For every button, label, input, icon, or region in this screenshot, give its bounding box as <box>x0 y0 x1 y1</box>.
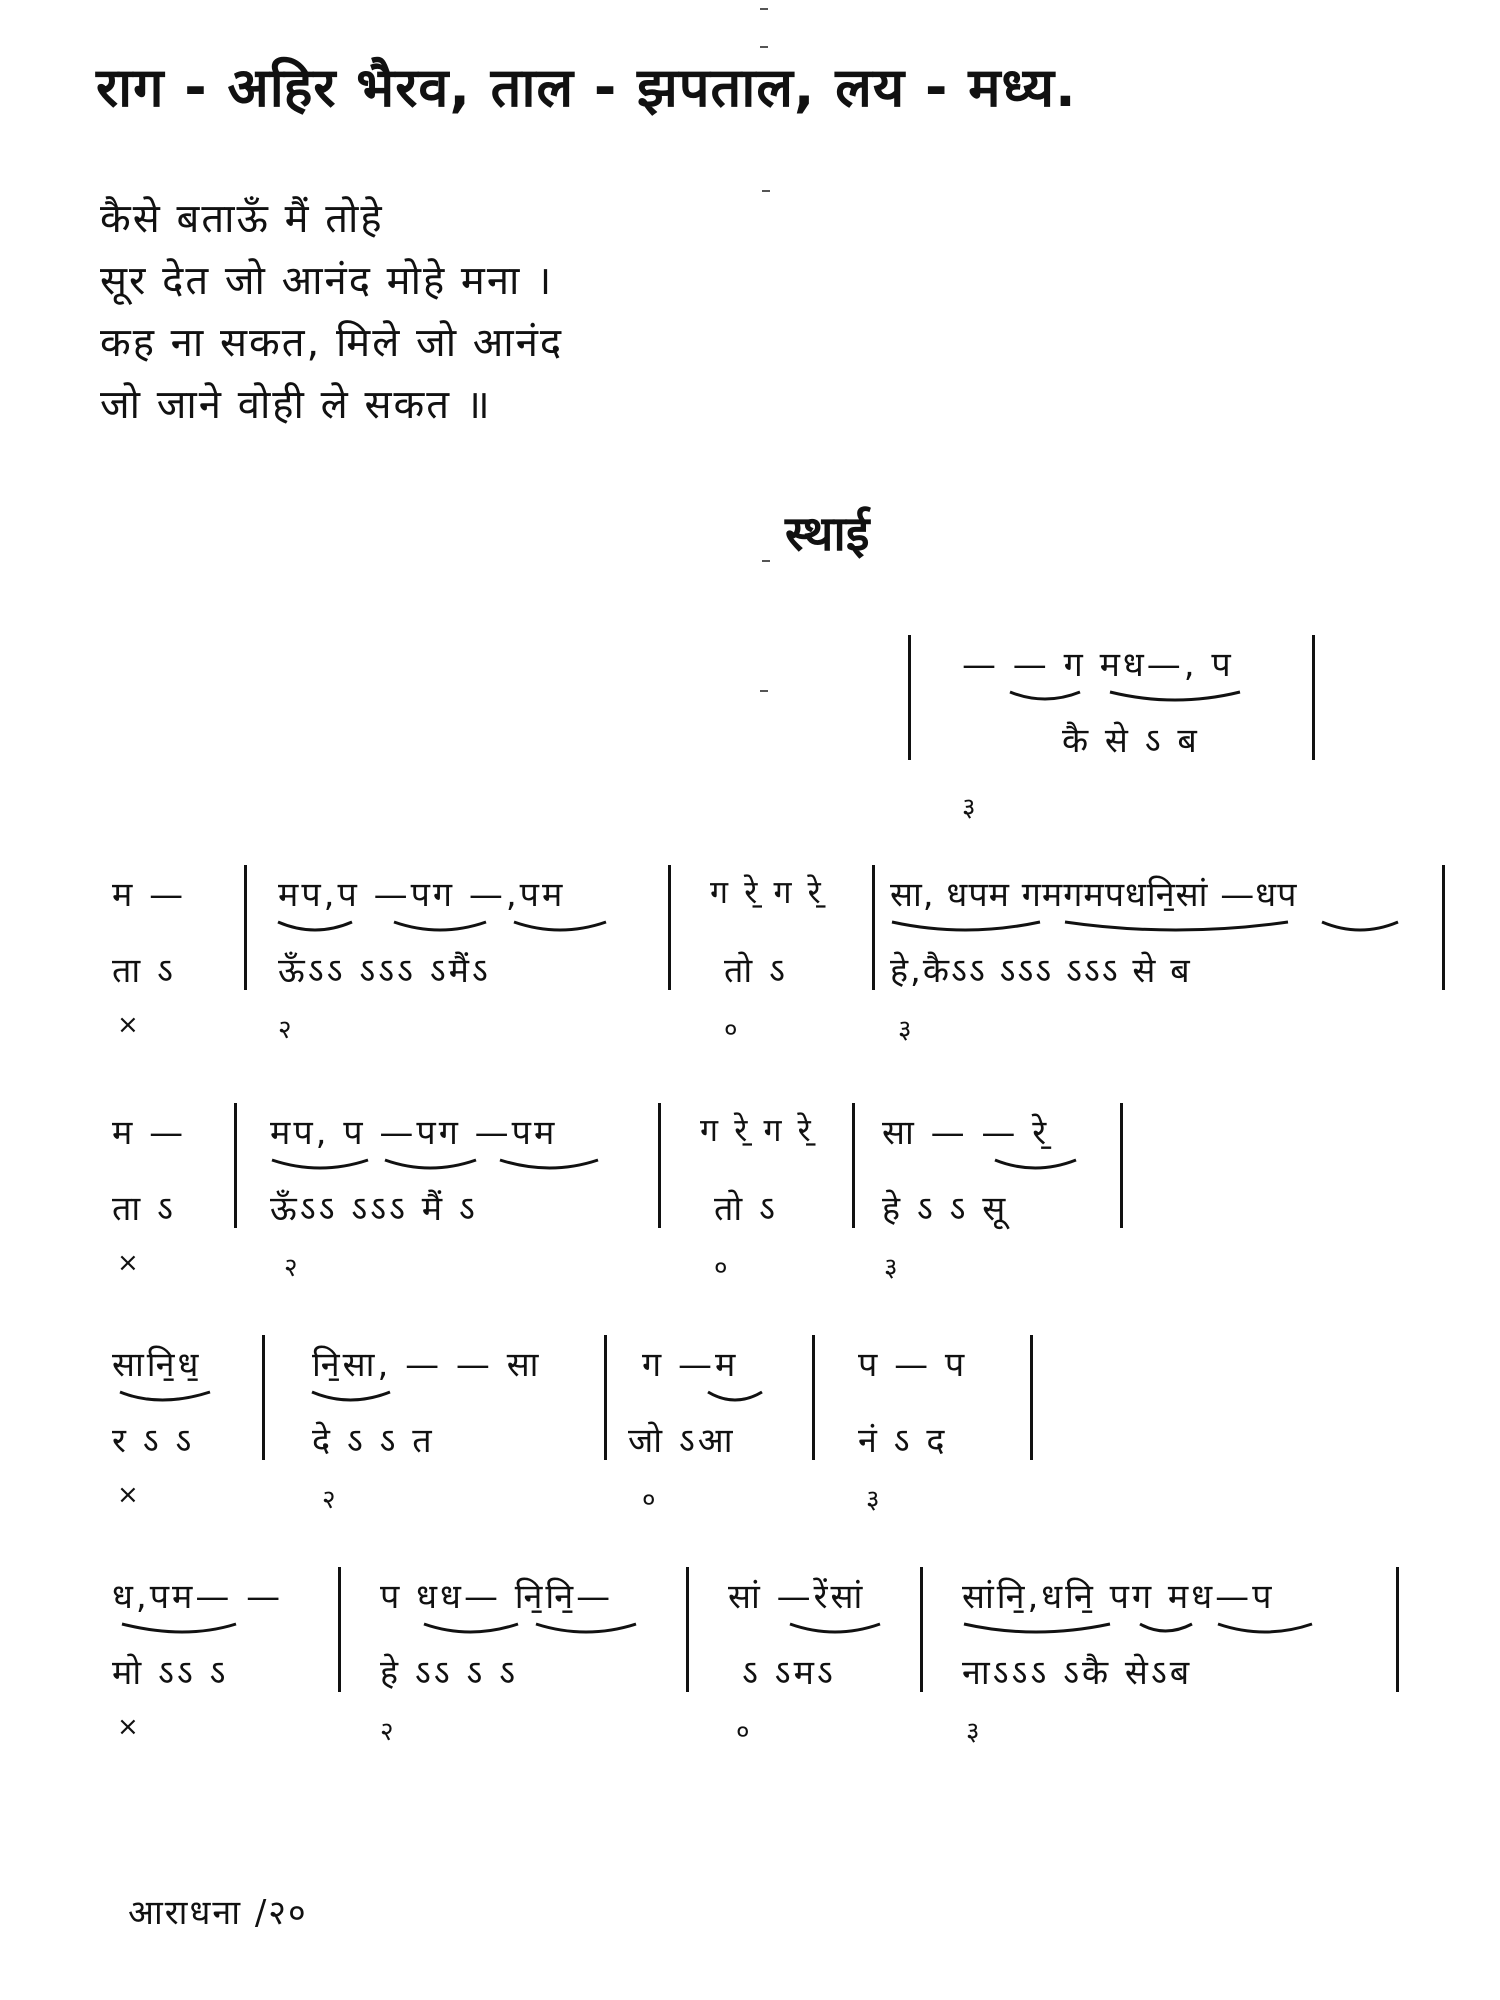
swara-line: सांनि̱,धनि̱ पग मध—प <box>962 1577 1275 1617</box>
taal-marker: ० <box>724 1015 738 1045</box>
verse-block <box>100 188 1000 436</box>
notation-row <box>0 1572 1500 1747</box>
verse-line: सूर देत जो आनंद मोहे मना । <box>100 258 554 304</box>
taal-marker: ३ <box>962 793 976 823</box>
bol-line: र ऽ ऽ <box>112 1421 195 1461</box>
taal-marker: २ <box>278 1015 292 1045</box>
taal-marker: × <box>117 1712 139 1742</box>
bol-line: नं ऽ द <box>858 1421 948 1461</box>
swara-line: नि̱सा, — — सा <box>312 1345 542 1385</box>
swara-line: मप, प —पग —पम <box>270 1113 558 1153</box>
swara-line: ग —म <box>642 1345 739 1385</box>
swara-line: — — ग मध—, प <box>962 645 1234 685</box>
page-footer: आराधना /२० <box>128 1893 308 1933</box>
swara-line: सानि̱ध̱ <box>112 1345 202 1385</box>
verse-line: कह ना सकत, मिले जो आनंद <box>100 320 564 366</box>
bol-line: ऊँऽऽ ऽऽऽ ऽमैंऽ <box>278 951 491 991</box>
bol-line: हे ऽऽ ऽ ऽ <box>380 1653 518 1693</box>
bol-line: ता ऽ <box>112 1189 176 1229</box>
bol-line: जो ऽआ <box>628 1421 736 1461</box>
swara-line: ग रे̱ ग रे̱ <box>710 873 824 911</box>
verse-line: कैसे बताऊँ मैं तोहे <box>100 196 384 242</box>
slur-marks <box>0 1340 1500 1510</box>
bol-line: हे ऽ ऽ सू <box>882 1189 1009 1229</box>
taal-marker: × <box>117 1480 139 1510</box>
bol-line: कै से ऽ ब <box>1062 721 1200 761</box>
taal-marker: × <box>117 1010 139 1040</box>
taal-marker: ३ <box>884 1253 898 1283</box>
bol-line: ता ऽ <box>112 951 176 991</box>
taal-marker: ३ <box>898 1015 912 1045</box>
swara-line: सां —रेंसां <box>728 1577 866 1617</box>
slur-marks <box>0 640 1500 810</box>
taal-marker: २ <box>284 1253 298 1283</box>
swara-line: म — <box>112 875 187 915</box>
scan-speck <box>760 690 768 692</box>
taal-marker: ३ <box>866 1485 880 1515</box>
bol-line: मो ऽऽ ऽ <box>112 1653 229 1693</box>
scan-speck <box>762 560 770 562</box>
swara-line: म — <box>112 1113 187 1153</box>
notation-row <box>0 870 1500 1045</box>
notation-row <box>0 1108 1500 1283</box>
notation-intro-row <box>0 640 1500 823</box>
section-title: स्थाई <box>785 506 870 562</box>
taal-marker: × <box>117 1248 139 1278</box>
slur-marks <box>0 870 1500 1040</box>
swara-line: सा — — रे̱ <box>882 1113 1050 1153</box>
bol-line: दे ऽ ऽ त <box>312 1421 435 1461</box>
taal-marker: ० <box>736 1717 750 1747</box>
swara-line: सा, धपम गमगमपधनि̱सां —धप <box>890 875 1298 915</box>
scan-speck <box>760 46 768 48</box>
bol-line: ऊँऽऽ ऽऽऽ मैं ऽ <box>270 1189 478 1229</box>
swara-line: मप,प —पग —,पम <box>278 875 566 915</box>
bol-line: तो ऽ <box>714 1189 778 1229</box>
taal-marker: ० <box>714 1253 728 1283</box>
swara-line: ग रे̱ ग रे̱ <box>700 1111 814 1149</box>
notation-row <box>0 1340 1500 1515</box>
taal-marker: ० <box>642 1485 656 1515</box>
scan-speck <box>762 190 770 192</box>
slur-marks <box>0 1572 1500 1742</box>
swara-line: ध,पम— — <box>112 1577 284 1617</box>
taal-marker: २ <box>322 1485 336 1515</box>
bol-line: तो ऽ <box>724 951 788 991</box>
bol-line: हे,कैऽऽ ऽऽऽ ऽऽऽ से ब <box>890 951 1192 991</box>
swara-line: प धध— नि̱नि̱— <box>380 1577 614 1617</box>
bol-line: ऽ ऽमऽ <box>742 1653 836 1693</box>
bol-line: नाऽऽऽ ऽकै सेऽब <box>962 1653 1193 1693</box>
page-title: राग - अहिर भैरव, ताल - झपताल, लय - मध्य. <box>96 56 1077 119</box>
slur-marks <box>0 1108 1500 1278</box>
swara-line: प — प <box>858 1345 968 1385</box>
scan-speck <box>760 8 768 10</box>
taal-marker: ३ <box>966 1717 980 1747</box>
verse-line: जो जाने वोही ले सकत ॥ <box>100 382 492 428</box>
taal-marker: २ <box>380 1717 394 1747</box>
